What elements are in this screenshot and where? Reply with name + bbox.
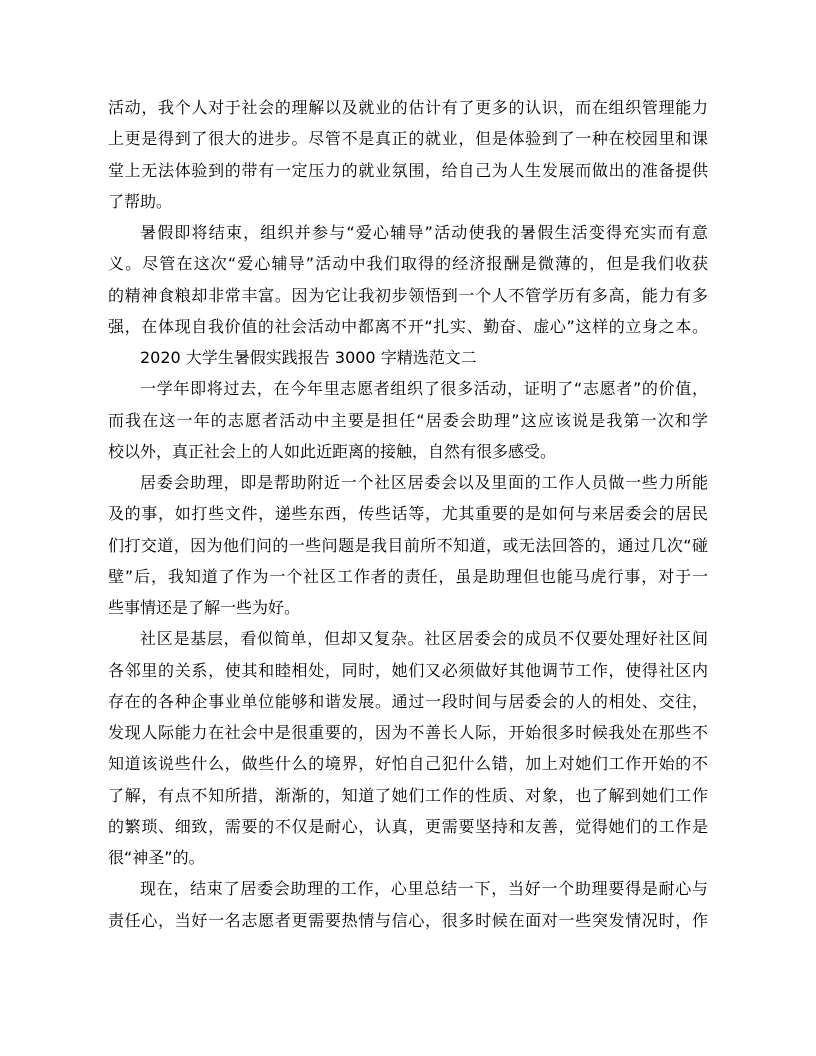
text-line: 义。尽管在这次“爱心辅导”活动中我们取得的经济报酬是微薄的，但是我们收获 xyxy=(108,254,708,274)
text-line: 很“神圣”的。 xyxy=(108,848,205,867)
text-line: 暑假即将结束，组织并参与“爱心辅导”活动使我的暑假生活变得充实而有意 xyxy=(140,223,708,242)
text-line: 的繁琐、细致，需要的不仅是耐心，认真，更需要坚持和友善，觉得她们的工作是 xyxy=(108,816,708,836)
text-line: 而我在这一年的志愿者活动中主要是担任“居委会助理”这应该说是我第一次和学 xyxy=(108,410,708,430)
text-line: 强，在体现自我价值的社会活动中都离不开“扎实、勤奋、虚心”这样的立身之本。 xyxy=(108,316,708,336)
text-line: 发现人际能力在社会中是很重要的，因为不善长人际，开始很多时候我处在那些不 xyxy=(108,723,708,742)
text-line: 校以外，真正社会上的人如此近距离的接触，自然有很多感受。 xyxy=(108,441,557,461)
text-line: 及的事，如打些文件，递些东西，传些话等，尤其重要的是如何与来居委会的居民 xyxy=(108,504,708,524)
text-line: 2020 大学生暑假实践报告 3000 字精选范文二 xyxy=(140,348,477,367)
text-line: 知道该说些什么，做些什么的境界，好怕自己犯什么错，加上对她们工作开始的不 xyxy=(108,754,708,774)
text-line: 们打交道，因为他们问的一些问题是我目前所不知道，或无法回答的，通过几次“碰 xyxy=(108,535,708,555)
text-line: 一学年即将过去，在今年里志愿者组织了很多活动，证明了“志愿者”的价值， xyxy=(140,379,708,399)
text-line: 居委会助理，即是帮助附近一个社区居委会以及里面的工作人员做一些力所能 xyxy=(140,473,708,492)
document-body xyxy=(108,92,708,936)
text-line: 堂上无法体验到的带有一定压力的就业氛围，给自己为人生发展而做出的准备提供 xyxy=(108,160,708,180)
text-line: 壁”后，我知道了作为一个社区工作者的责任，虽是助理但也能马虎行事，对于一 xyxy=(108,566,708,586)
text-line: 存在的各种企事业单位能够和谐发展。通过一段时间与居委会的人的相处、交往， xyxy=(108,691,708,711)
text-line: 了帮助。 xyxy=(108,191,173,211)
text-line: 现在，结束了居委会助理的工作，心里总结一下，当好一个助理要得是耐心与 xyxy=(140,879,708,899)
text-line: 责任心，当好一名志愿者更需要热情与信心，很多时候在面对一些突发情况时，作 xyxy=(108,910,708,930)
text-line: 各邻里的关系，使其和睦相处，同时，她们又必须做好其他调节工作，使得社区内 xyxy=(108,660,708,680)
text-line: 社区是基层，看似简单，但却又复杂。社区居委会的成员不仅要处理好社区间 xyxy=(140,629,708,649)
text-line: 些事情还是了解一些为好。 xyxy=(108,598,301,617)
text-line: 上更是得到了很大的进步。尽管不是真正的就业，但是体验到了一种在校园里和课 xyxy=(108,129,708,149)
text-line: 了解，有点不知所措，渐渐的，知道了她们工作的性质、对象，也了解到她们工作 xyxy=(108,785,708,805)
text-line: 的精神食粮却非常丰富。因为它让我初步领悟到一个人不管学历有多高，能力有多 xyxy=(108,285,708,305)
text-line: 活动，我个人对于社会的理解以及就业的估计有了更多的认识，而在组织管理能力 xyxy=(108,98,708,117)
